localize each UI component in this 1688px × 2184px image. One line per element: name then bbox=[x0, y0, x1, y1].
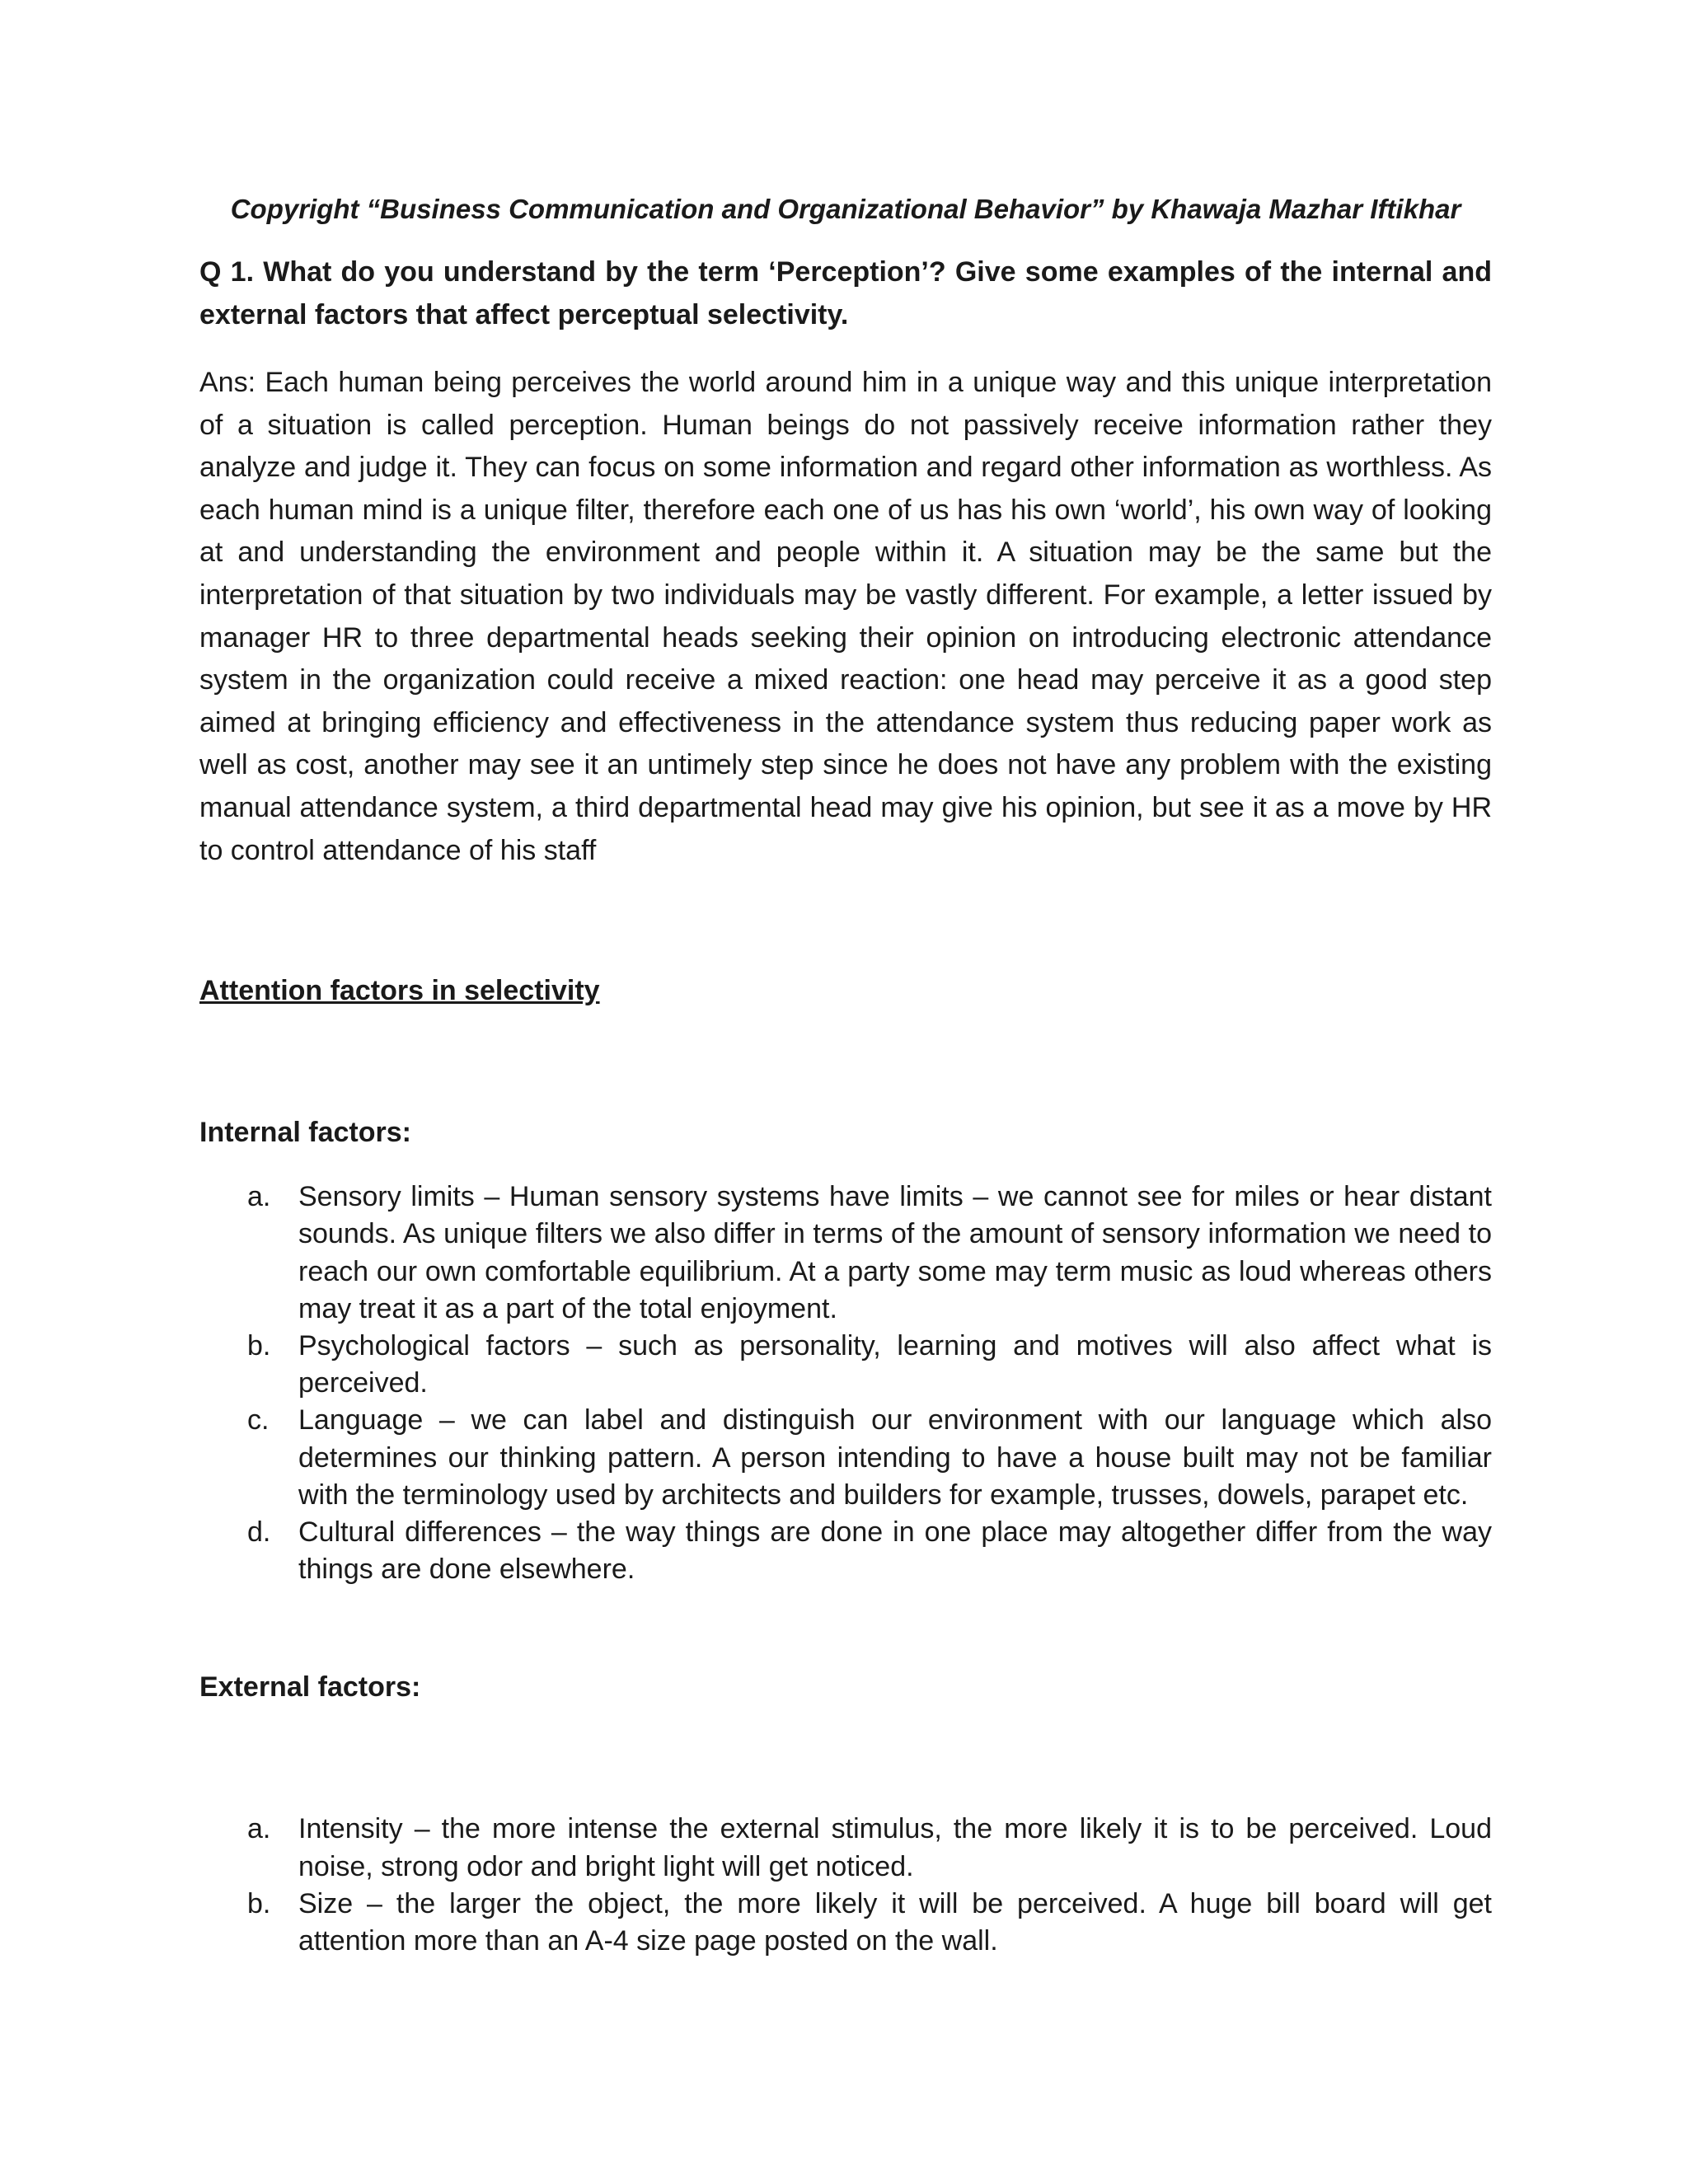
list-item-letter: b. bbox=[247, 1329, 271, 1361]
document-page bbox=[199, 188, 1492, 1960]
list-item bbox=[199, 1811, 1492, 1885]
external-factors-heading: External factors: bbox=[199, 1671, 421, 1704]
list-item-letter: c. bbox=[247, 1404, 270, 1436]
external-factors-list bbox=[199, 1811, 1492, 1960]
list-item bbox=[199, 1886, 1492, 1960]
list-item-letter: a. bbox=[247, 1813, 271, 1845]
list-item-text: Language – we can label and distinguish our environment with our language which also determines our thinking pattern. A person intending to have a house built may not be familiar with the terminology used by architects and builders for example, trusses, dowels, parapet etc. bbox=[298, 1404, 1492, 1511]
list-item-text: Sensory limits – Human sensory systems have limits – we cannot see for miles or hear distant sounds. As unique filters we also differ in terms of the amount of sensory information we need to reach our own comfortable equilibrium. At a party some may term music as loud whereas others may treat it as a part of the total enjoyment. bbox=[298, 1181, 1492, 1324]
list-item-letter: b. bbox=[247, 1887, 271, 1919]
list-item bbox=[199, 1179, 1492, 1328]
list-item-letter: a. bbox=[247, 1181, 271, 1213]
list-item-text: Intensity – the more intense the external stimulus, the more likely it is to be perceived. Loud noise, strong odor and bright light will get noticed. bbox=[298, 1813, 1492, 1882]
internal-factors-list bbox=[199, 1179, 1492, 1588]
copyright-line: Copyright “Business Communication and Organizational Behavior” by Khawaja Mazhar Iftikhar bbox=[230, 194, 1461, 224]
section-heading: Attention factors in selectivity bbox=[199, 975, 600, 1007]
question-text: Q 1. What do you understand by the term ‘Perception’? Give some examples of the internal and external factors that affect perceptual selectivity. bbox=[199, 256, 1492, 330]
answer-paragraph: Ans: Each human being perceives the world around him in a unique way and this unique interpretation of a situation is called perception. Human beings do not passively receive information rather they analyze and judge it. They can focus on some information and regard other information as worthless. As each human mind is a unique filter, therefore each one of us has his own ‘world’, his own way of looking at and understanding the environment and people within it. A situation may be the same but the interpretation of that situation by two individuals may be vastly different. For example, a letter issued by manager HR to three departmental heads seeking their opinion on introducing electronic attendance system in the organization could receive a mixed reaction: one head may perceive it as a good step aimed at bringing efficiency and effectiveness in the attendance system thus reducing paper work as well as cost, another may see it an untimely step since he does not have any problem with the existing manual attendance system, a third departmental head may give his opinion, but see it as a move by HR to control attendance of his staff bbox=[199, 367, 1492, 866]
list-item-text: Size – the larger the object, the more likely it will be perceived. A huge bill board will get attention more than an A-4 size page posted on the wall. bbox=[298, 1887, 1492, 1957]
internal-factors-heading: Internal factors: bbox=[199, 1117, 411, 1149]
list-item-text: Cultural differences – the way things are done in one place may altogether differ from the way things are done elsewhere. bbox=[298, 1516, 1492, 1586]
list-item-text: Psychological factors – such as personality, learning and motives will also affect what is perceived. bbox=[298, 1329, 1492, 1399]
list-item bbox=[199, 1514, 1492, 1588]
list-item bbox=[199, 1402, 1492, 1514]
list-item-letter: d. bbox=[247, 1516, 271, 1548]
list-item bbox=[199, 1328, 1492, 1402]
